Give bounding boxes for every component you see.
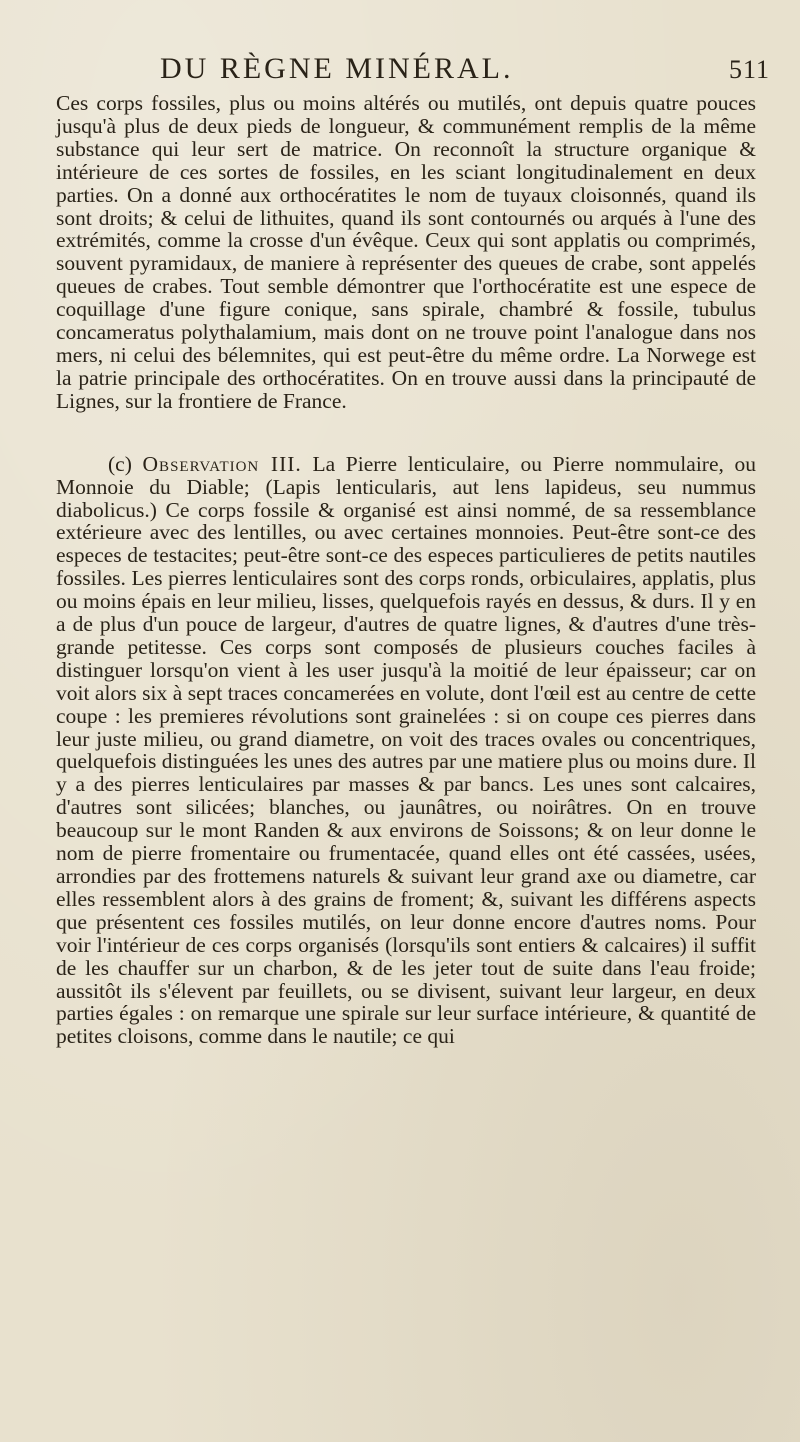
page-header [160,52,770,86]
paragraph-observation-iii [56,453,756,1049]
observation-text: La Pierre lenticulaire, ou Pierre nommulaire, ou Monnoie du Diable; (Lapis lenticularis, aut lens lapideus, seu nummus diabolicus.) Ce corps fossile & organisé est ainsi nommé, de sa ressemblance extérieure avec des lentilles, ou avec certaines monnoies. Peut-être sont-ce des especes de testacites; peut-être sont-ce des especes particulieres de petits nautiles fossiles. Les pierres lenticulaires sont des corps ronds, orbiculaires, applatis, plus ou moins épais en leur milieu, lisses, quelquefois rayés en dessus, & durs. Il y en a de plus d'un pouce de largeur, d'autres de quatre lignes, & d'autres d'une très-grande petitesse. Ces corps sont composés de plusieurs couches faciles à distinguer lorsqu'on vient à les user jusqu'à la moitié de leur épaisseur; car on voit alors six à sept traces concamerées en volute, dont l'œil est au centre de cette coupe : les premieres révolutions sont grainelées : si on coupe ces pierres dans leur juste milieu, ou grand diametre, on voit des traces ovales ou concentriques, quelquefois distinguées les unes des autres par une matiere plus ou moins dure. Il y a des pierres lenticulaires par masses & par bancs. Les unes sont calcaires, d'autres sont silicées; blanches, ou jaunâtres, ou noirâtres. On en trouve beaucoup sur le mont Randen & aux environs de Soissons; & on leur donne le nom de pierre fromentaire ou frumentacée, quand elles ont été cassées, usées, arrondies par des frottemens naturels & suivant leur grand axe ou diametre, car elles ressemblent alors à des grains de froment; &, suivant les différens aspects que présentent ces fossiles mutilés, on leur donne encore d'autres noms. Pour voir l'intérieur de ces corps organisés (lorsqu'ils sont entiers & calcaires) il suffit de les chauffer sur un charbon, & de les jeter tout de suite dans l'eau froide; aussitôt ils s'élevent par feuillets, ou se divisent, suivant leur largeur, en deux parties égales : on remarque une spirale sur leur surface intérieure, & quantité de petites cloisons, comme dans le nautile; ce qui [56,451,757,1049]
footnote-marker: (c) [108,451,132,476]
running-head: DU RÈGNE MINÉRAL. [160,52,514,85]
observation-label: Observation III. [142,451,302,476]
paragraph-orthoceratites: Ces corps fossiles, plus ou moins altérés ou mutilés, ont depuis quatre pouces jusqu'à plus de deux pieds de longueur, & communément remplis de la même substance qui leur sert de matrice. On reconnoît la structure organique & intérieure de ces sortes de fossiles, en les sciant longitudinalement en deux parties. On a donné aux orthocératites le nom de tuyaux cloisonnés, quand ils sont droits; & celui de lithuites, quand ils sont contournés ou arqués à l'une des extrémités, comme la crosse d'un évêque. Ceux qui sont applatis ou comprimés, souvent pyramidaux, de maniere à représenter des queues de crabe, sont appelés queues de crabes. Tout semble démontrer que l'orthocératite est une espece de coquillage d'une figure conique, sans spirale, chambré & fossile, tubulus concameratus polythalamium, mais dont on ne trouve point l'analogue dans nos mers, ni celui des bélemnites, qui est peut-être du même ordre. La Norwege est la patrie principale des orthocératites. On en trouve aussi dans la principauté de Lignes, sur la frontiere de France. [56,91,756,413]
page-number: 511 [728,55,770,84]
body-text [56,92,756,1048]
